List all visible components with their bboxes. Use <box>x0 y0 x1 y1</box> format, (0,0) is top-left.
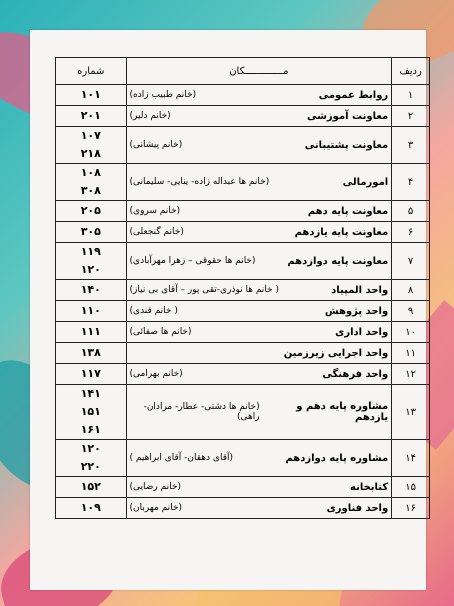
extension-number: ۱۰۷ <box>80 129 101 142</box>
row-extension <box>56 85 127 106</box>
row-place <box>126 385 392 440</box>
table-row <box>56 222 430 243</box>
document-card <box>30 30 426 590</box>
row-extension <box>56 364 127 385</box>
place-name: روابط عمومی <box>318 89 389 101</box>
extension-number: ۱۴۰ <box>80 283 101 296</box>
place-name: واحد فرهنگی <box>322 368 389 380</box>
table-row <box>56 301 430 322</box>
table-row <box>56 280 430 301</box>
table-row <box>56 85 430 106</box>
table-row <box>56 106 430 127</box>
row-place <box>126 85 392 106</box>
extension-number: ۳۰۵ <box>80 225 101 238</box>
extension-number: ۱۵۱ <box>80 405 101 418</box>
place-person: (خانم ها صفائی) <box>129 327 192 337</box>
place-name: معاونت آموزشی <box>306 110 389 122</box>
row-index: ۲ <box>392 106 430 127</box>
extension-number: ۱۳۸ <box>80 346 101 359</box>
row-index: ۱۰ <box>392 322 430 343</box>
place-name: معاونت پایه دهم <box>307 205 389 217</box>
extension-number: ۱۲۰ <box>80 263 101 276</box>
row-extension <box>56 301 127 322</box>
row-place <box>126 201 392 222</box>
row-index: ۱۱ <box>392 343 430 364</box>
table-row <box>56 498 430 519</box>
extension-number: ۱۵۲ <box>80 480 101 493</box>
place-person: (خانم طبیب زاده) <box>129 90 197 100</box>
header-index: ردیف <box>392 58 430 85</box>
extension-number: ۲۲۰ <box>80 460 101 473</box>
row-index: ۹ <box>392 301 430 322</box>
place-person: (خانم رضایی) <box>129 482 181 492</box>
table-row <box>56 385 430 440</box>
extension-number: ۲۰۱ <box>80 109 101 122</box>
row-index: ۴ <box>392 164 430 201</box>
table-row <box>56 164 430 201</box>
row-index: ۶ <box>392 222 430 243</box>
place-person: ( خانم ها نوذری-تقی پور – آقای بی نیاز) <box>129 285 279 295</box>
place-person: (خانم دلیر) <box>129 111 171 121</box>
place-person: (خانم گنجعلی) <box>129 227 184 237</box>
row-place <box>126 106 392 127</box>
row-extension <box>56 322 127 343</box>
row-place <box>126 364 392 385</box>
row-index: ۱۲ <box>392 364 430 385</box>
place-name: مشاوره پایه دهم و یازدهم <box>296 401 389 423</box>
place-name: کتابخانه <box>350 481 389 493</box>
row-place <box>126 498 392 519</box>
extension-number: ۲۰۵ <box>80 204 101 217</box>
place-person: (خانم ها دشتی- عطار- مرادان-راهی) <box>143 402 260 422</box>
table-row <box>56 201 430 222</box>
row-place <box>126 164 392 201</box>
place-person: (خانم ها حقوقی – زهرا مهرآبادی) <box>129 256 256 266</box>
row-extension <box>56 127 127 164</box>
row-index: ۱۶ <box>392 498 430 519</box>
row-extension <box>56 164 127 201</box>
row-index: ۱۳ <box>392 385 430 440</box>
row-place <box>126 440 392 477</box>
row-index: ۳ <box>392 127 430 164</box>
header-place: مـــــــــــــکان <box>126 58 392 85</box>
place-person: ( خانم قندی) <box>129 306 178 316</box>
place-name: معاونت پایه دوازدهم <box>287 255 389 267</box>
extension-number: ۱۴۱ <box>80 387 101 400</box>
extension-number: ۱۶۱ <box>80 423 101 436</box>
extension-table <box>55 57 430 519</box>
row-extension <box>56 201 127 222</box>
place-person: (آقای دهقان- آقای ابراهیم ) <box>129 453 234 463</box>
row-place <box>126 243 392 280</box>
place-name: واحد المپیاد <box>331 284 389 296</box>
row-extension <box>56 343 127 364</box>
place-person: (خانم بهرامی) <box>129 369 183 379</box>
row-extension <box>56 498 127 519</box>
row-index: ۵ <box>392 201 430 222</box>
row-place <box>126 343 392 364</box>
place-name: معاونت پشتیبانی <box>304 139 389 151</box>
place-name: واحد پژوهش <box>324 305 389 317</box>
place-person: (خانم سروی) <box>129 206 181 216</box>
row-index: ۷ <box>392 243 430 280</box>
table-row <box>56 243 430 280</box>
extension-number: ۱۱۹ <box>80 245 101 258</box>
row-place <box>126 222 392 243</box>
row-extension <box>56 440 127 477</box>
row-extension <box>56 385 127 440</box>
table-row <box>56 364 430 385</box>
table-row <box>56 343 430 364</box>
row-place <box>126 322 392 343</box>
extension-number: ۱۰۹ <box>80 501 101 514</box>
row-place <box>126 127 392 164</box>
table-header-row <box>56 58 430 85</box>
extension-number: ۲۱۸ <box>80 147 101 160</box>
table-row <box>56 477 430 498</box>
row-place <box>126 301 392 322</box>
place-name: معاونت پایه یازدهم <box>294 226 389 238</box>
place-name: واحد اجرایی زیرزمین <box>283 347 389 359</box>
extension-number: ۳۰۸ <box>80 184 101 197</box>
row-index: ۱۴ <box>392 440 430 477</box>
extension-number: ۱۱۱ <box>80 325 101 338</box>
row-place <box>126 280 392 301</box>
extension-number: ۱۰۸ <box>80 166 101 179</box>
place-person: (خانم پیشانی) <box>129 140 183 150</box>
place-name: واحد اداری <box>335 326 389 338</box>
extension-number: ۱۰۱ <box>80 88 101 101</box>
table-row <box>56 440 430 477</box>
row-index: ۱ <box>392 85 430 106</box>
extension-number: ۱۱۰ <box>80 304 101 317</box>
place-person: (خانم ها عبداله زاده- ینایی- سلیمانی) <box>129 177 270 187</box>
row-extension <box>56 280 127 301</box>
place-name: امورمالی <box>342 176 389 188</box>
table-row <box>56 127 430 164</box>
header-number: شماره <box>56 58 127 85</box>
place-name: مشاوره پایه دوازدهم <box>285 452 389 464</box>
row-place <box>126 477 392 498</box>
row-index: ۸ <box>392 280 430 301</box>
row-extension <box>56 106 127 127</box>
extension-number: ۱۲۰ <box>80 442 101 455</box>
row-index: ۱۵ <box>392 477 430 498</box>
place-name: واحد فناوری <box>326 502 389 514</box>
row-extension <box>56 243 127 280</box>
extension-number: ۱۱۷ <box>80 367 101 380</box>
row-extension <box>56 477 127 498</box>
table-row <box>56 322 430 343</box>
place-person: (خانم مهربان) <box>129 503 183 513</box>
row-extension <box>56 222 127 243</box>
